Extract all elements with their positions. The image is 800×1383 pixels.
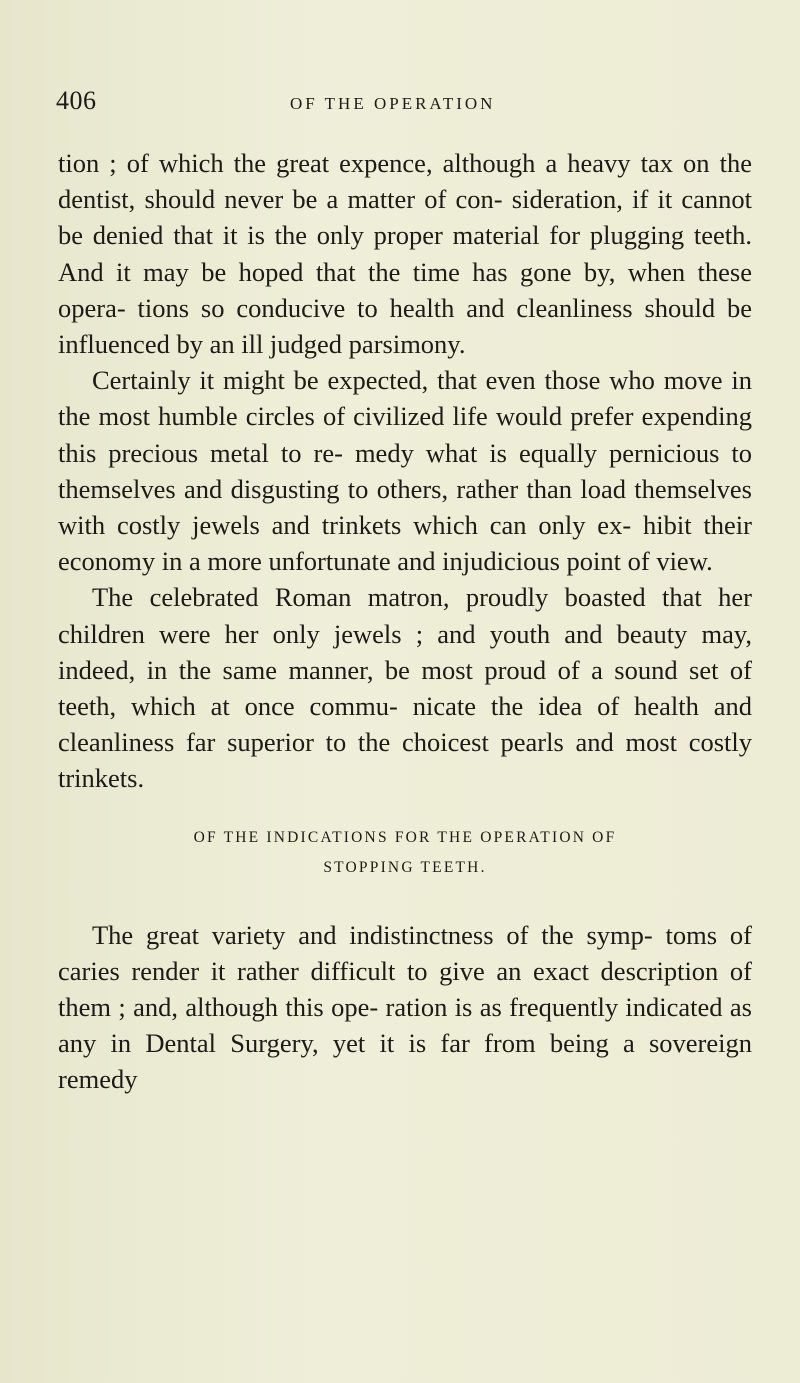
page-header xyxy=(40,86,760,122)
section-heading-line-1: OF THE INDICATIONS FOR THE OPERATION OF xyxy=(193,828,617,846)
paragraph-roman-matron: The celebrated Roman matron, proudly boasted that her children were her only jewels ; and youth and beauty may, indeed, in the same manner, be most proud of a sound set of teeth, which at once commu- nicate the idea of health and cleanliness far superior to the choicest pearls and most costly trinkets. xyxy=(58,582,752,794)
running-head: OF THE OPERATION xyxy=(290,94,496,113)
section-heading xyxy=(58,797,752,917)
body-text xyxy=(58,145,752,1098)
paragraph-certainly: Certainly it might be expected, that even those who move in the most humble circles of civilized life would prefer expending this precious metal to re- medy what is equally pernicious to themselves and disgusting to others, rather than load themselves with costly jewels and trinkets which can only ex- hibit their economy in a more unfortunate and injudicious point of view. xyxy=(58,365,752,577)
paragraph-great-variety: The great variety and indistinctness of the symp- toms of caries render it rather difficult to give an exact description of them ; and, although this ope- ration is as frequently indicated as any in Dental Surgery, yet it is far from being a sovereign remedy xyxy=(58,919,752,1095)
paragraph-continuation: tion ; of which the great expence, although a heavy tax on the dentist, should never be a matter of con- sideration, if it cannot be denied that it is the only proper material for plugging teeth. And it may be hoped that the time has gone by, when these opera- tions so conducive to health and cleanliness should be influenced by an ill judged parsimony. xyxy=(58,148,752,360)
section-heading-line-2: STOPPING TEETH. xyxy=(323,858,487,876)
page-number: 406 xyxy=(56,86,97,115)
